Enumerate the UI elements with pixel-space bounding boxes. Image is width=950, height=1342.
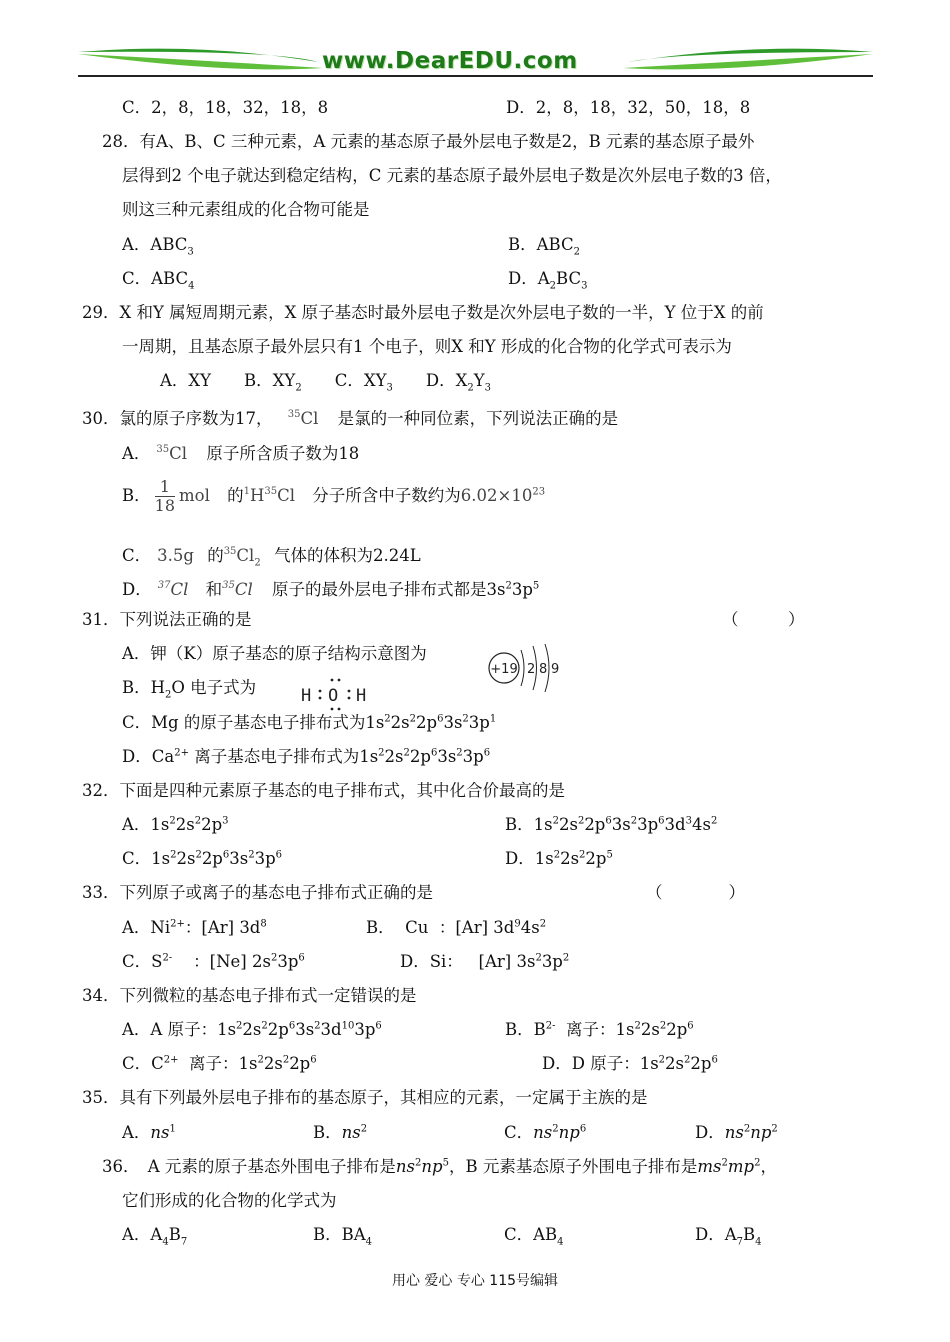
q28-line-2: 层得到2 个电子就达到稳定结构，C 元素的基态原子最外层电子数是次外层电子数的3 倍，	[122, 166, 782, 185]
svg-text:9: 9	[551, 662, 560, 677]
q36-option-b: B．$BA_4$	[313, 1225, 373, 1248]
q34-option-b: B．$B^{2-}$ 离子：$1s^22s^22p^6$	[505, 1020, 694, 1039]
fraction: $\frac{1}{18}$	[154, 477, 175, 515]
svg-text:+19: +19	[490, 662, 518, 677]
q36-line-2: 它们形成的化合物的化学式为	[122, 1191, 337, 1210]
q30-option-a: A． $^{35}$Cl 原子所含质子数为18	[122, 444, 360, 463]
q28-option-d: D．$A_2BC_3$	[508, 269, 588, 292]
svg-text:H: H	[356, 686, 367, 706]
svg-text:H: H	[301, 686, 312, 706]
q28-option-c: C．$ABC_4$	[122, 269, 195, 292]
q30-option-d: D． $^{37}$Cl 和$^{35}$Cl 原子的最外层电子排布式都是$3s^23p^5$	[122, 580, 540, 599]
q28-line-1: 28．有A、B、C 三种元素，A 元素的基态原子最外层电子数是2，B 元素的基态原子最外	[102, 132, 755, 151]
q35-stem: 35．具有下列最外层电子排布的基态原子，其相应的元素，一定属于主族的是	[82, 1088, 648, 1107]
cl35-isotope: $^{35}$Cl	[287, 409, 319, 428]
q35-option-c: C．$ns^2np^6$	[504, 1123, 587, 1142]
q32-option-a: A．$1s^22s^22p^3$	[122, 815, 229, 834]
svg-text:O: O	[328, 686, 339, 706]
q35-option-a: A．$ns^1$	[122, 1123, 176, 1142]
q31-option-d: D．$Ca^{2+}$ 离子基态电子排布式为$1s^22s^22p^63s^23p^6$	[122, 747, 491, 766]
q33-option-a: A．$Ni^{2+}$：[Ar] $3d^8$	[122, 918, 267, 937]
q33-option-d: D．Si： [Ar] $3s^23p^2$	[400, 952, 570, 971]
svg-text:2: 2	[527, 662, 536, 677]
header-rule	[78, 75, 873, 77]
q30-option-b: B． $\frac{1}{18}$ mol 的$^1H^{35}Cl$ 分子所含中子数约为$6.02\times 10^{23}$	[122, 477, 546, 515]
k-atom-structure-diagram	[487, 640, 567, 696]
svg-text:8: 8	[539, 662, 548, 677]
h2o-electron-formula	[298, 674, 378, 714]
q35-option-d: D．$ns^2np^2$	[695, 1123, 778, 1142]
q30-a-text: 原子所含质子数为18	[206, 444, 360, 463]
q36-option-c: C．$AB_4$	[504, 1225, 564, 1248]
q33-option-b: B． Cu ：[Ar] $3d^94s^2$	[366, 918, 547, 937]
q31-option-b: B．$H_2O$ 电子式为	[122, 678, 257, 701]
q28-option-b: B．$ABC_2$	[508, 235, 580, 258]
q31-answer-paren: （ ）	[722, 610, 805, 629]
q30-stem	[82, 404, 618, 430]
q30-stem-text: 30．氯的原子序数为17，	[82, 409, 273, 428]
q36-line-1: 36． A 元素的原子基态外围电子排布是$ns^2np^5$，B 元素基态原子外围电子排布是$ms^2mp^2$，	[102, 1157, 777, 1176]
q28-line-3: 则这三种元素组成的化合物可能是	[122, 200, 370, 219]
q34-option-d: D．D 原子：$1s^22s^22p^6$	[542, 1054, 718, 1073]
q34-stem: 34．下列微粒的基态电子排布式一定错误的是	[82, 986, 417, 1005]
q33-stem: 33．下列原子或离子的基态电子排布式正确的是	[82, 883, 433, 902]
q32-stem: 32．下面是四种元素原子基态的电子排布式，其中化合价最高的是	[82, 781, 565, 800]
q36-option-d: D．$A_7B_4$	[695, 1225, 762, 1248]
q29-options: A．XY B．$XY_2$ C．$XY_3$ D．$X_2Y_3$	[160, 371, 491, 394]
q32-option-b: B．$1s^22s^22p^63s^23p^63d^34s^2$	[505, 815, 718, 834]
q32-option-d: D．$1s^22s^22p^5$	[505, 849, 613, 868]
q31-stem: 31．下列说法正确的是	[82, 610, 252, 629]
q29-line-1: 29．X 和Y 属短周期元素，X 原子基态时最外层电子数是次外层电子数的一半，Y 位于X 的前	[82, 303, 764, 322]
q34-option-a: A．A 原子：$1s^22s^22p^63s^23d^{10}3p^6$	[122, 1020, 382, 1039]
q31-option-a: A．钾（K）原子基态的原子结构示意图为	[122, 644, 427, 663]
q28-option-a: A．$ABC_3$	[122, 235, 194, 258]
q31-option-c: C．Mg 的原子基态电子排布式为$1s^22s^22p^63s^23p^1$	[122, 713, 497, 732]
q30-option-c: C． 3.5g 的$^{35}Cl_2$ 气体的体积为2.24L	[122, 546, 421, 569]
page-footer: 用心 爱心 专心 115号编辑	[391, 1273, 559, 1289]
q29-line-2: 一周期，且基态原子最外层只有1 个电子，则X 和Y 形成的化合物的化学式可表示为	[122, 337, 732, 356]
q27-option-c: C．2，8，18，32，18，8	[122, 98, 329, 117]
site-logo[interactable]: www.DearEDU.com	[322, 48, 578, 74]
q30-stem-text-2: 是氯的一种同位素，下列说法正确的是	[337, 409, 619, 428]
q33-answer-paren: （ ）	[646, 883, 745, 902]
q33-option-c: C．$S^{2-}$ ：[Ne] $2s^23p^6$	[122, 952, 305, 971]
q27-option-d: D．2，8，18，32，50，18，8	[506, 98, 751, 117]
q35-option-b: B．$ns^2$	[313, 1123, 368, 1142]
q32-option-c: C．$1s^22s^22p^63s^23p^6$	[122, 849, 283, 868]
q36-option-a: A．$A_4B_7$	[122, 1225, 188, 1248]
q34-option-c: C．$C^{2+}$ 离子：$1s^22s^22p^6$	[122, 1054, 317, 1073]
